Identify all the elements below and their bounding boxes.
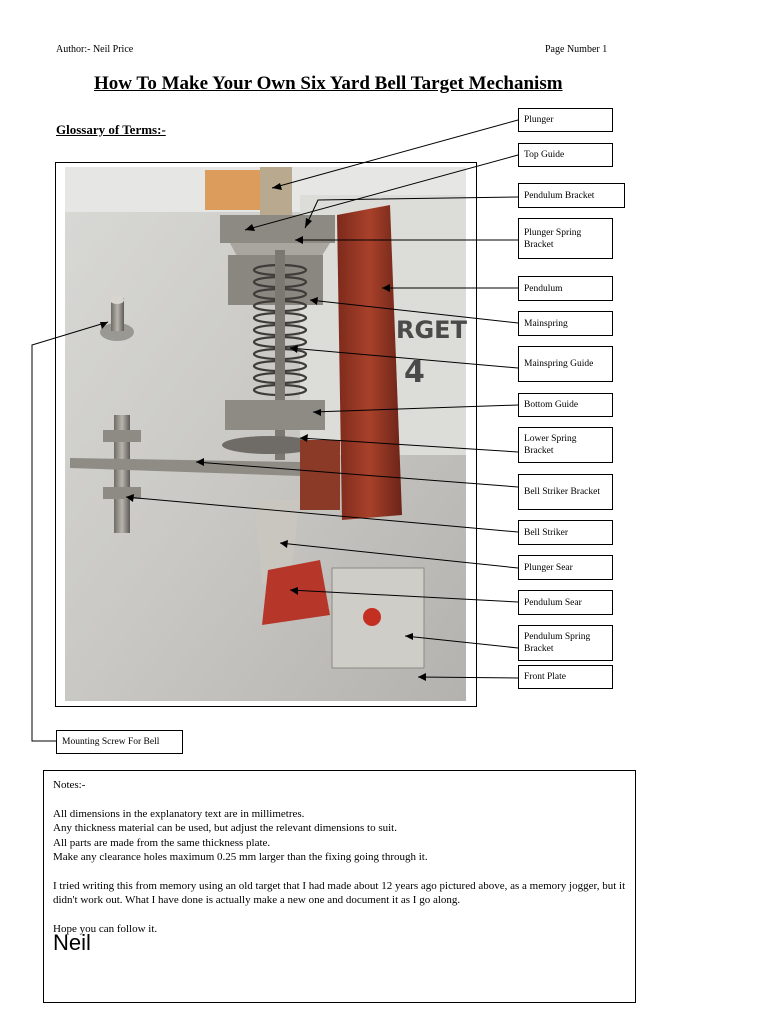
- label-plunger-spring-bracket: Plunger Spring Bracket: [518, 218, 613, 259]
- label-mounting-screw: Mounting Screw For Bell: [56, 730, 183, 754]
- label-pendulum-bracket: Pendulum Bracket: [518, 183, 625, 208]
- label-top-guide: Top Guide: [518, 143, 613, 167]
- notes-line: Make any clearance holes maximum 0.25 mm larger than the fixing going through it.: [53, 851, 428, 863]
- label-mainspring: Mainspring: [518, 311, 613, 336]
- notes-closing: Hope you can follow it.: [53, 922, 158, 935]
- painted-text-number: 4: [404, 355, 425, 390]
- label-pendulum: Pendulum: [518, 276, 613, 301]
- notes-line: All parts are made from the same thickness plate.: [53, 836, 271, 849]
- photo-image: [65, 167, 468, 701]
- label-bottom-guide: Bottom Guide: [518, 393, 613, 417]
- page-number: Page Number 1: [545, 44, 608, 55]
- label-lower-spring-bracket: Lower Spring Bracket: [518, 427, 613, 463]
- author-line: Author:- Neil Price: [56, 44, 134, 55]
- notes-line: All dimensions in the explanatory text are in millimetres.: [53, 807, 305, 820]
- painted-text-target: RGET: [396, 316, 467, 344]
- label-mainspring-guide: Mainspring Guide: [518, 346, 613, 382]
- notes-line: Any thickness material can be used, but adjust the relevant dimensions to suit.: [53, 822, 397, 834]
- notes-paragraph: I tried writing this from memory using an old target that I had made about 12 years ago pictured above, as a memory jogger, but it didn't work out. What I have done is actually make a new one and document it as I go along.: [53, 879, 626, 906]
- label-front-plate: Front Plate: [518, 665, 613, 689]
- glossary-heading: Glossary of Terms:-: [56, 122, 166, 137]
- document-title: How To Make Your Own Six Yard Bell Target Mechanism: [94, 73, 563, 94]
- signature: Neil: [53, 930, 91, 955]
- notes-heading: Notes:-: [53, 779, 86, 791]
- notes-box: [43, 770, 636, 1003]
- label-plunger-sear: Plunger Sear: [518, 555, 613, 580]
- label-plunger: Plunger: [518, 108, 613, 132]
- label-bell-striker: Bell Striker: [518, 520, 613, 545]
- label-pendulum-sear: Pendulum Sear: [518, 590, 613, 615]
- label-pendulum-spring-bracket: Pendulum Spring Bracket: [518, 625, 613, 661]
- label-bell-striker-bracket: Bell Striker Bracket: [518, 474, 613, 510]
